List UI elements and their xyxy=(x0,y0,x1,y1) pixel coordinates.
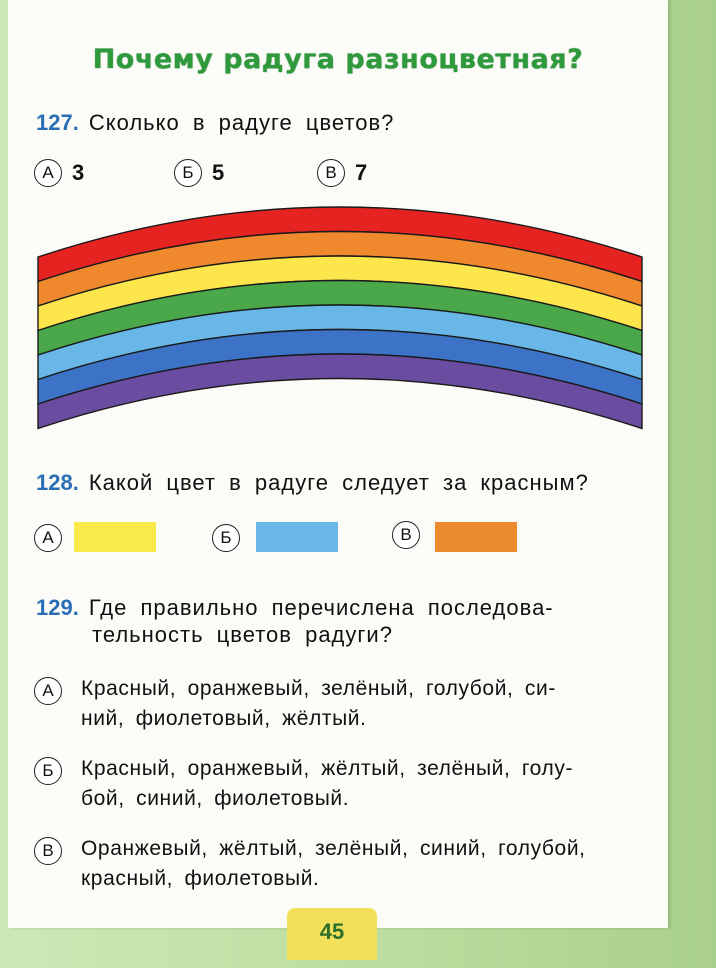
question-129-line1: Где правильно перечислена последова- xyxy=(88,595,554,620)
question-129 xyxy=(36,595,554,621)
question-128 xyxy=(36,470,589,496)
q128-option-b-swatch xyxy=(256,522,338,552)
q129-option-c-line1: Оранжевый, жёлтый, зелёный, синий, голубой, xyxy=(81,837,586,860)
q127-option-c-value: 7 xyxy=(355,160,368,185)
question-127-text: Сколько в радуге цветов? xyxy=(88,110,395,135)
question-128-text: Какой цвет в радуге следует за красным? xyxy=(88,470,589,495)
q128-option-b-circle[interactable]: Б xyxy=(212,524,240,552)
q128-option-c-swatch xyxy=(435,522,517,552)
q127-option-b-circle[interactable]: Б xyxy=(174,159,202,187)
question-127-number: 127. xyxy=(36,110,79,135)
q127-option-c-circle[interactable]: В xyxy=(317,159,345,187)
q127-option-a-value: 3 xyxy=(72,160,85,185)
q129-option-c-text xyxy=(81,834,651,894)
q129-option-a-line1: Красный, оранжевый, зелёный, голубой, си- xyxy=(81,677,556,700)
q128-option-a-swatch xyxy=(74,522,156,552)
q129-option-b-line1: Красный, оранжевый, жёлтый, зелёный, голу- xyxy=(81,757,574,780)
rainbow-illustration xyxy=(36,205,646,440)
textbook-page xyxy=(8,0,668,928)
q129-option-b-line2: бой, синий, фиолетовый. xyxy=(81,787,350,810)
question-128-number: 128. xyxy=(36,470,79,495)
q129-option-b-circle[interactable]: Б xyxy=(34,757,62,785)
question-127 xyxy=(36,110,394,136)
q129-option-b-text xyxy=(81,754,651,814)
q127-option-a-circle[interactable]: А xyxy=(34,159,62,187)
q129-option-c-line2: красный, фиолетовый. xyxy=(81,867,320,890)
q129-option-c-circle[interactable]: В xyxy=(34,837,62,865)
question-129-line2: тельность цветов радуги? xyxy=(92,622,393,647)
page-number: 45 xyxy=(287,908,377,960)
q128-option-c-circle[interactable]: В xyxy=(392,521,420,549)
page-title: Почему радуга разноцветная? xyxy=(92,44,584,75)
q129-option-a-circle[interactable]: А xyxy=(34,677,62,705)
q129-option-a-line2: ний, фиолетовый, жёлтый. xyxy=(81,707,367,730)
q129-option-a-text xyxy=(81,674,651,734)
q128-option-a-circle[interactable]: А xyxy=(34,524,62,552)
question-129-number: 129. xyxy=(36,595,79,620)
q127-option-b-value: 5 xyxy=(212,160,225,185)
